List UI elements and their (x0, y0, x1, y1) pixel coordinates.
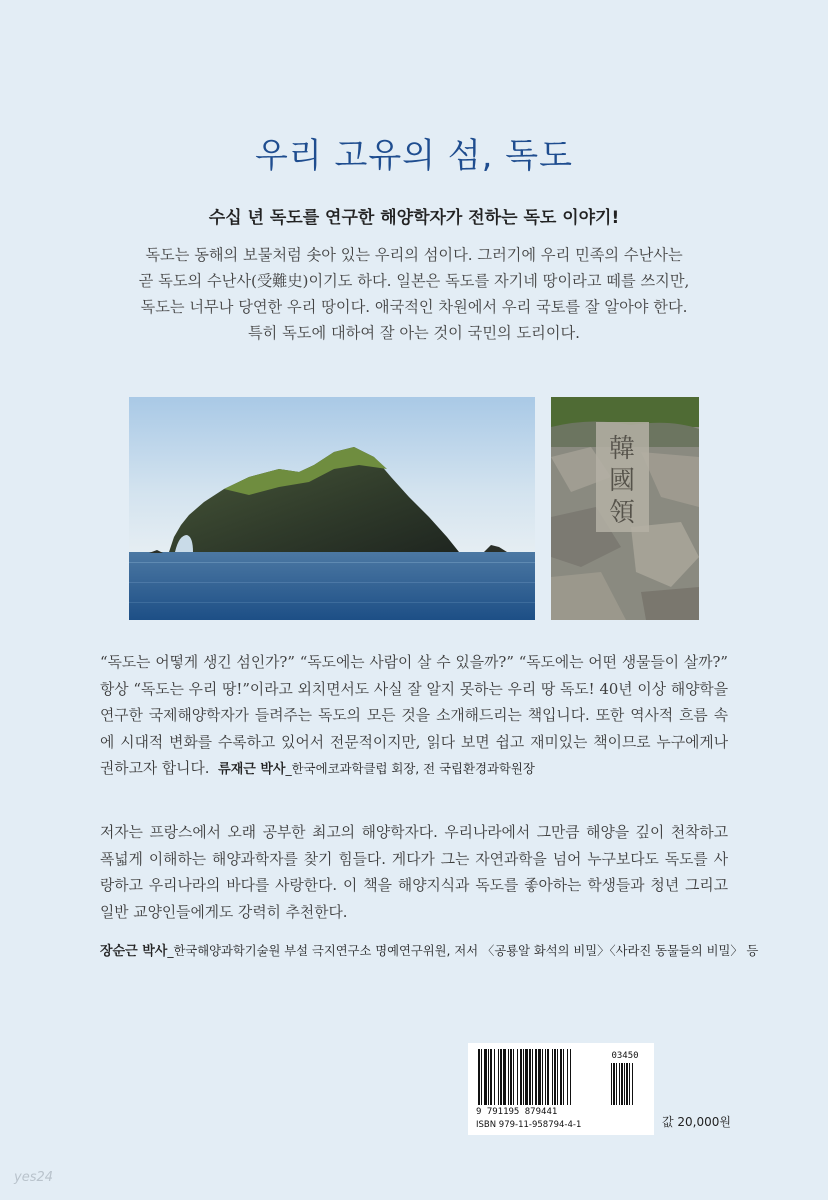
book-subtitle: 수십 년 독도를 연구한 해양학자가 전하는 독도 이야기! (208, 208, 620, 228)
review-1-name: 류재근 박사 (218, 762, 286, 777)
svg-text:韓: 韓 (608, 434, 636, 464)
review-2-name: 장순근 박사 (100, 944, 168, 959)
watermark-logo: yes24 (14, 1170, 54, 1185)
price-label: 값 20,000원 (662, 1115, 731, 1129)
isbn-barcode (468, 1043, 654, 1135)
svg-text:國: 國 (608, 466, 636, 496)
book-title: 우리 고유의 섬, 독도 (255, 136, 573, 176)
svg-text:領: 領 (608, 498, 636, 528)
review-2-text: 저자는 프랑스에서 오래 공부한 최고의 해양학자다. 우리나라에서 그만큼 해양을 깊이 천착하고 폭넓게 이해하는 해양과학자를 찾기 힘들다. 게다가 그는 자연과학을 넘어 누구보다도 독도를 사랑하고 우리나라의 바다를 사랑한다. 이 책을 해양지식과 독도를 좋아하는 학생들과 청년 그리고 일반 교양인들에게도 강력히 추천한다. (100, 824, 728, 921)
review-1-signature (214, 761, 535, 776)
stone-inscription-photo (551, 397, 699, 620)
dokdo-sea-photo (129, 397, 535, 620)
dokdo-island-illustration (129, 397, 535, 620)
barcode-digits: 9 791195 879441 (476, 1107, 558, 1117)
intro-line: 곧 독도의 수난사(受難史)이기도 하다. 일본은 독도를 자기네 땅이라고 떼를 쓰지만, (138, 272, 690, 290)
intro-line: 독도는 동해의 보물처럼 솟아 있는 우리의 섬이다. 그러기에 우리 민족의 수난사는 (145, 246, 683, 264)
review-2 (100, 820, 728, 926)
review-1-affiliation: _한국에코과학클럽 회장, 전 국립환경과학원장 (285, 761, 535, 776)
intro-paragraph (90, 242, 738, 346)
review-1-text: “독도는 어떻게 생긴 섬인가?” “독도에는 사람이 살 수 있을까?” “독도에는 어떤 생물들이 살까?” 항상 “독도는 우리 땅!”이라고 외치면서도 사실 잘 알지 못하는 우리 땅 독도! 40년 이상 해양학을 연구한 국제해양학자가 들려주는 독도의 모든 것을 소개해드리는 책입니다. 또한 역사적 흐름 속에 시대적 변화를 수록하고 있어서 전문적이지만, 읽다 보면 쉽고 재미있는 책이므로 누구에게나 권하고자 합니다. (100, 654, 728, 777)
barcode-isbn: ISBN 979-11-958794-4-1 (476, 1120, 582, 1130)
barcode-addon: 03450 (611, 1051, 639, 1061)
barcode-graphic (468, 1043, 654, 1135)
review-2-affiliation: _한국해양과학기술원 부설 극지연구소 명예연구위원, 저서 〈공룡알 화석의 비밀〉〈사라진 동물들의 비밀〉 등 (167, 944, 759, 958)
review-1 (100, 650, 728, 784)
stone-illustration (551, 397, 699, 620)
intro-line: 특히 독도에 대하여 잘 아는 것이 국민의 도리이다. (247, 324, 581, 342)
review-2-signature (100, 940, 759, 959)
intro-line: 독도는 너무나 당연한 우리 땅이다. 애국적인 차원에서 우리 국토를 잘 알아야 한다. (140, 298, 688, 316)
